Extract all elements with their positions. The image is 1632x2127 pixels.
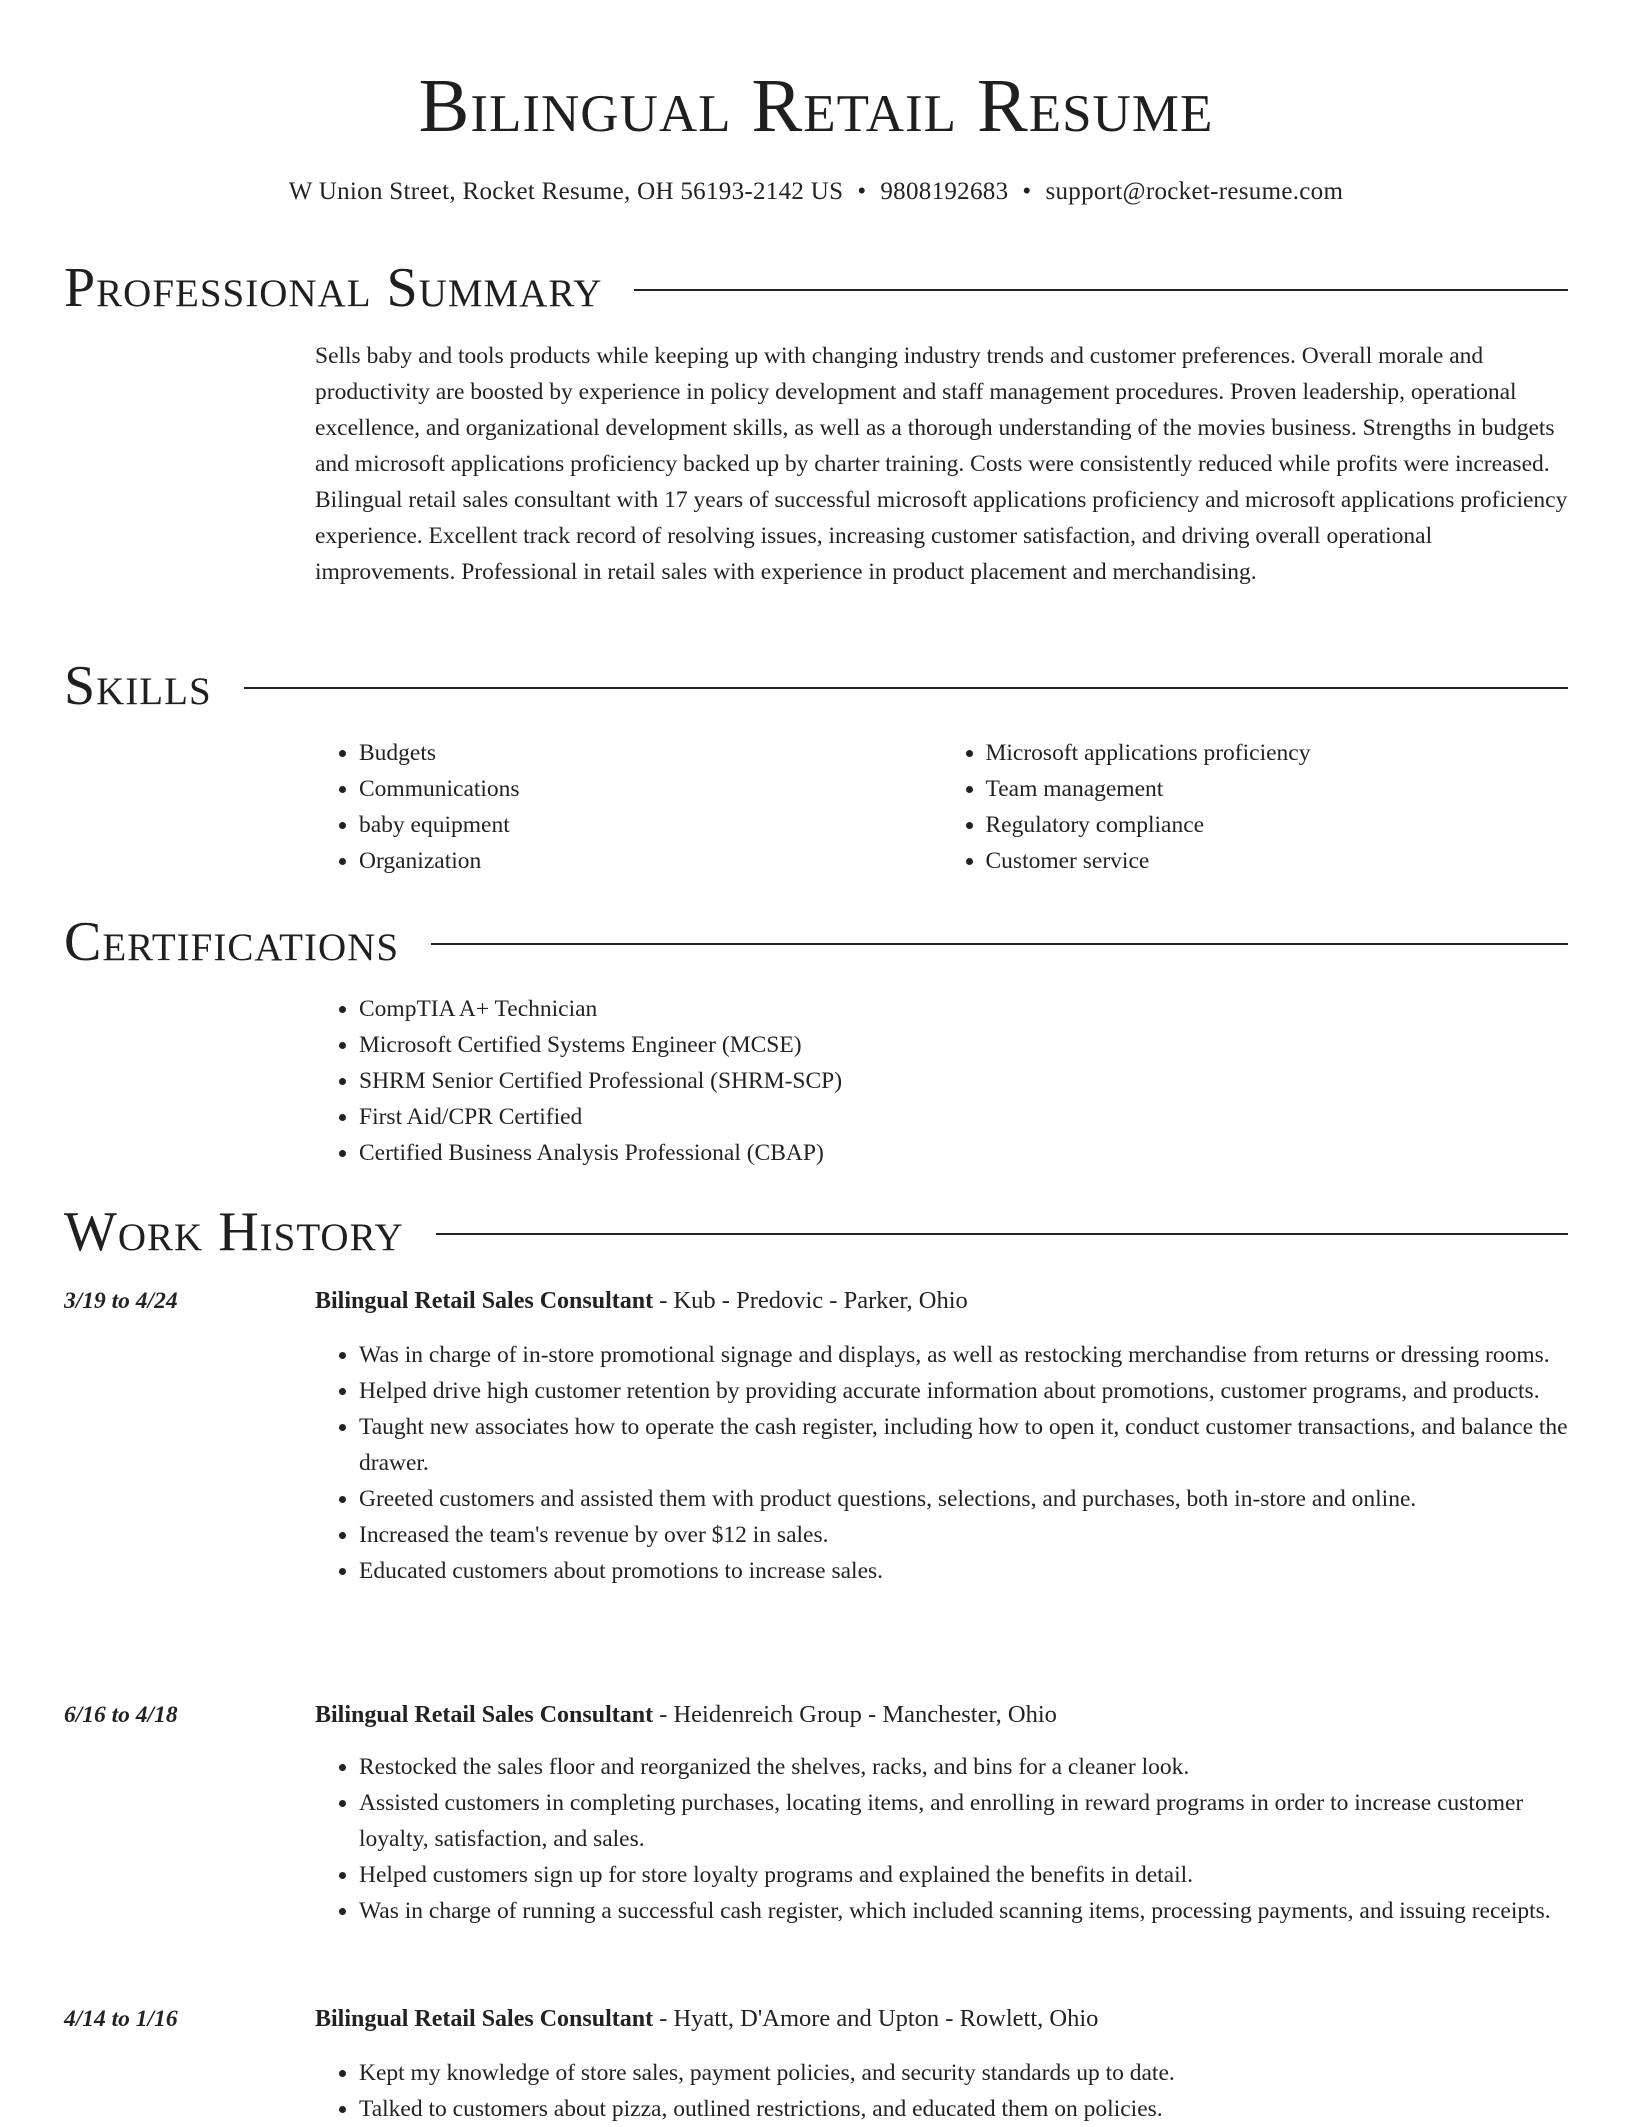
section-rule — [436, 1233, 1568, 1235]
skill-item: • Customer service — [986, 843, 1569, 879]
skill-item: • Budgets — [359, 735, 942, 771]
job-title: Bilingual Retail Sales Consultant — [315, 2006, 654, 2032]
job-bullet-list — [315, 1749, 1568, 1929]
section-title: Work History — [64, 1201, 404, 1263]
job-bullet: • Helped customers sign up for store loyalty programs and explained the benefits in detail. — [359, 1857, 1568, 1893]
job-bullet: • Talked to customers about pizza, outlined restrictions, and educated them on policies. — [359, 2091, 1568, 2127]
job-title: Bilingual Retail Sales Consultant — [315, 1288, 654, 1314]
summary-body — [315, 338, 1568, 590]
skill-item: • baby equipment — [359, 807, 942, 843]
work-heading — [64, 1200, 1568, 1264]
summary-heading — [64, 256, 1568, 320]
section-title: Certifications — [64, 911, 400, 973]
job-bullet: • Taught new associates how to operate the cash register, including how to open it, conduct customer transactions, and balance the drawer. — [359, 1409, 1568, 1481]
skills-heading — [64, 654, 1568, 718]
job-dates: 4/14 to 1/16 — [64, 2006, 178, 2032]
skill-item: • Communications — [359, 771, 942, 807]
certification-item: • CompTIA A+ Technician — [359, 991, 1568, 1027]
skill-item: • Team management — [986, 771, 1569, 807]
certifications-body — [315, 991, 1568, 1171]
job-bullet: • Was in charge of in-store promotional signage and displays, as well as restocking merchandise from returns or dressing rooms. — [359, 1337, 1568, 1373]
skills-right-column — [942, 735, 1569, 879]
job-bullet: • Greeted customers and assisted them with product questions, selections, and purchases, both in-store and online. — [359, 1481, 1568, 1517]
resume-name: Bilingual Retail Resume — [418, 64, 1214, 148]
job-details: - Kub - Predovic - Parker, Ohio — [653, 1287, 968, 1314]
skill-item: • Organization — [359, 843, 942, 879]
job-bullets — [315, 2055, 1568, 2127]
section-rule — [244, 687, 1568, 689]
job-bullets — [315, 1749, 1568, 1929]
skills-left-column — [315, 735, 942, 879]
certifications-heading — [64, 910, 1568, 974]
section-rule — [431, 943, 1568, 945]
contact-separator: • — [857, 178, 867, 205]
section-rule — [634, 289, 1568, 291]
job-bullet: • Assisted customers in completing purchases, locating items, and enrolling in reward programs in order to increase customer loyalty, satisfaction, and sales. — [359, 1785, 1568, 1857]
job-dates: 3/19 to 4/24 — [64, 1288, 178, 1314]
summary-section — [64, 256, 1568, 320]
contact-address: W Union Street, Rocket Resume, OH 56193-2142 US — [288, 178, 844, 205]
job-bullet: • Restocked the sales floor and reorganized the shelves, racks, and bins for a cleaner look. — [359, 1749, 1568, 1785]
job-bullet: • Increased the team's revenue by over $12 in sales. — [359, 1517, 1568, 1553]
section-title: Professional Summary — [64, 257, 603, 319]
job-details: - Heidenreich Group - Manchester, Ohio — [653, 1701, 1057, 1728]
skill-item: • Regulatory compliance — [986, 807, 1569, 843]
contact-email[interactable]: support@rocket-resume.com — [1045, 178, 1344, 205]
certification-item: • First Aid/CPR Certified — [359, 1099, 1568, 1135]
job-title: Bilingual Retail Sales Consultant — [315, 1702, 654, 1728]
certifications-list — [315, 991, 1568, 1171]
job-details: - Hyatt, D'Amore and Upton - Rowlett, Ohio — [653, 2005, 1099, 2032]
job-bullets — [315, 1337, 1568, 1589]
job-heading — [315, 1697, 1057, 1733]
job-bullet-list — [315, 2055, 1568, 2127]
job-heading — [315, 2001, 1098, 2037]
certification-item: • Microsoft Certified Systems Engineer (MCSE) — [359, 1027, 1568, 1063]
job-bullet-list — [315, 1337, 1568, 1589]
certification-item: • Certified Business Analysis Professional (CBAP) — [359, 1135, 1568, 1171]
job-dates: 6/16 to 4/18 — [64, 1702, 178, 1728]
job-bullet: • Was in charge of running a successful cash register, which included scanning items, processing payments, and issuing receipts. — [359, 1893, 1568, 1929]
job-bullet: • Kept my knowledge of store sales, payment policies, and security standards up to date. — [359, 2055, 1568, 2091]
job-heading — [315, 1283, 968, 1319]
job-bullet: • Educated customers about promotions to increase sales. — [359, 1553, 1568, 1589]
skills-list — [315, 735, 1568, 879]
skill-item: • Microsoft applications proficiency — [986, 735, 1569, 771]
contact-phone: 9808192683 — [880, 178, 1009, 205]
contact-line — [0, 174, 1632, 210]
work-section — [64, 1200, 1568, 1264]
certification-item: • SHRM Senior Certified Professional (SHRM-SCP) — [359, 1063, 1568, 1099]
skills-section — [64, 654, 1568, 718]
job-bullet: • Helped drive high customer retention by providing accurate information about promotions, customer programs, and products. — [359, 1373, 1568, 1409]
summary-text: Sells baby and tools products while keeping up with changing industry trends and customer preferences. Overall morale and productivity are boosted by experience in policy development and staff management procedures. Proven leadership, operational excellence, and organizational development skills, as well as a thorough understanding of the movies business. Strengths in budgets and microsoft applications proficiency backed up by charter training. Costs were consistently reduced while profits were increased. Bilingual retail sales consultant with 17 years of successful microsoft applications proficiency and microsoft applications proficiency experience. Excellent track record of resolving issues, increasing customer satisfaction, and driving overall operational improvements. Professional in retail sales with experience in product placement and merchandising. — [315, 343, 1568, 585]
certifications-section — [64, 910, 1568, 974]
section-title: Skills — [64, 655, 212, 717]
contact-separator: • — [1022, 178, 1032, 205]
